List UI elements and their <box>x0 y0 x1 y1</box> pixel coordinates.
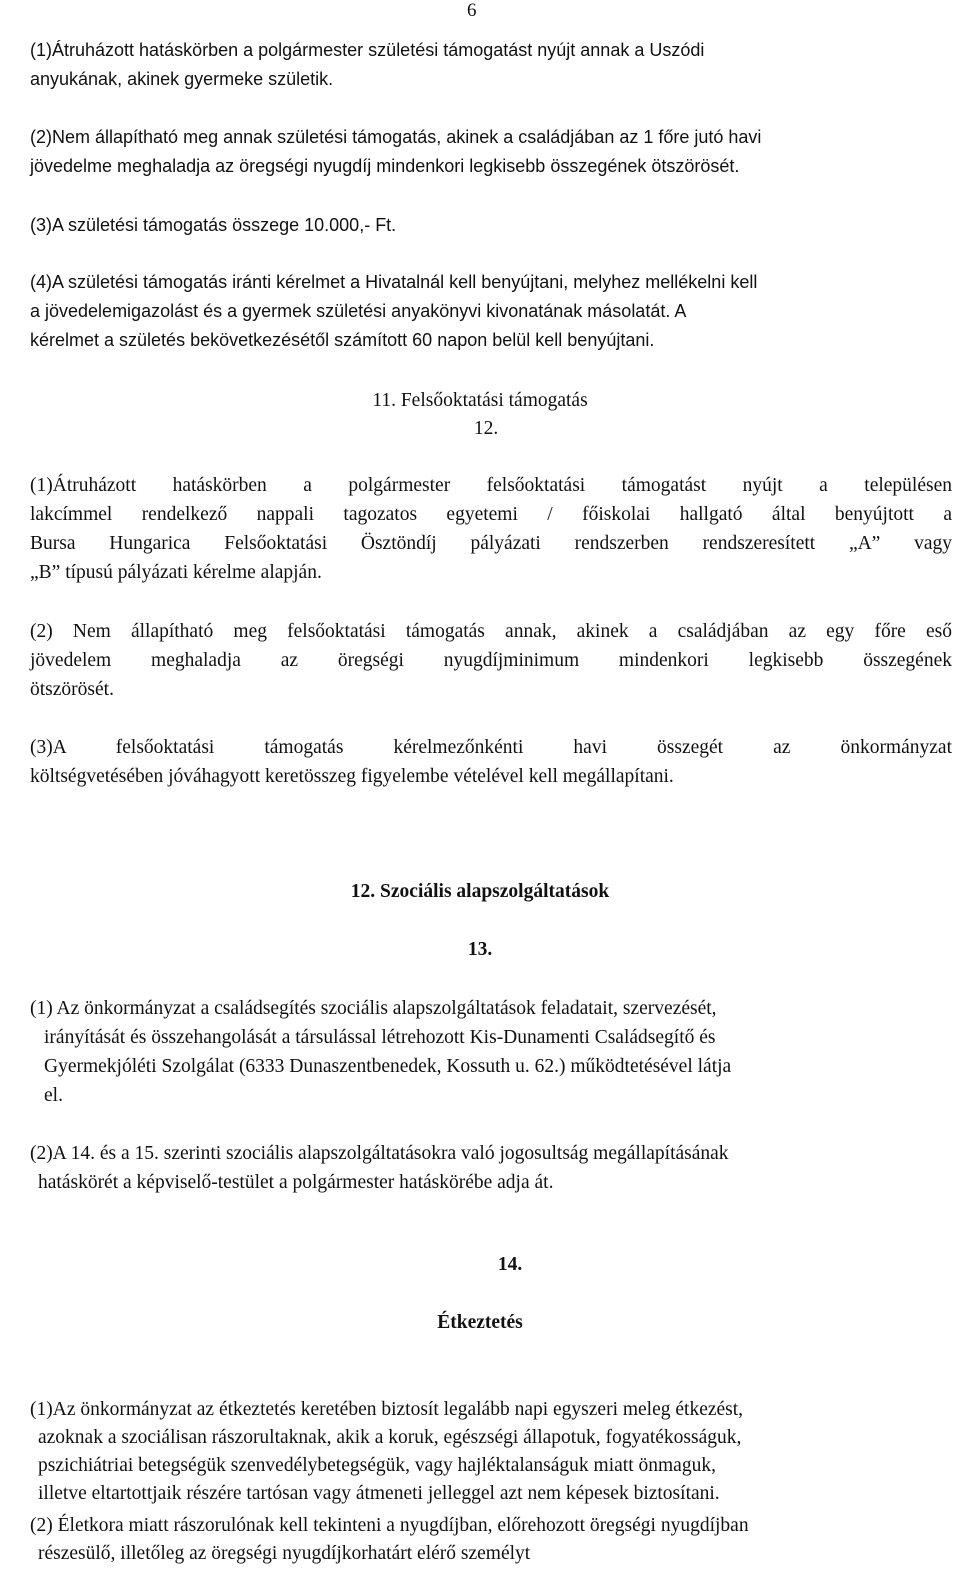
paragraph-catering-1 <box>30 1396 952 1508</box>
paragraph-birth-support-2 <box>30 123 952 181</box>
text-line: jövedelem meghaladja az öregségi nyugdíjminimum mindenkori legkisebb összegének <box>30 650 952 671</box>
text-line: (1)Az önkormányzat az étkeztetés keretében biztosít legalább napi egyszeri meleg étkezést, <box>30 1399 744 1420</box>
paragraph-higher-ed-3 <box>30 733 952 791</box>
text-line: irányítását és összehangolását a társulással létrehozott Kis-Dunamenti Családsegítő és <box>44 1027 716 1048</box>
paragraph-social-services-2 <box>30 1139 952 1197</box>
text-line: (2)A 14. és a 15. szerinti szociális alapszolgáltatásokra való jogosultság megállapításának <box>30 1143 729 1164</box>
text-line: el. <box>44 1085 63 1106</box>
text-line: Gyermekjóléti Szolgálat (6333 Dunaszentbenedek, Kossuth u. 62.) működtetésével látja <box>44 1056 732 1077</box>
text-line: anyukának, akinek gyermeke születik. <box>30 69 334 89</box>
section-title-catering: Étkeztetés <box>437 1312 523 1333</box>
text-line: (1)Átruházott hatáskörben a polgármester születési támogatást nyújt annak a Uszódi <box>30 40 705 60</box>
text-line: költségvetésében jóváhagyott keretösszeg figyelembe vételével kell megállapítani. <box>30 766 674 787</box>
text-line: pszichiátriai betegségük szenvedélybetegségük, vagy hajléktalanságuk miatt önmaguk, <box>38 1455 716 1476</box>
text-line: Bursa Hungarica Felsőoktatási Ösztöndíj pályázati rendszerben rendszeresített „A” vagy <box>30 533 952 554</box>
text-line: (1) Az önkormányzat a családsegítés szociális alapszolgáltatások feladatait, szervezését, <box>30 998 717 1019</box>
text-line: lakcímmel rendelkező nappali tagozatos egyetemi / főiskolai hallgató által benyújtott a <box>30 504 952 525</box>
text-line: (2)Nem állapítható meg annak születési támogatás, akinek a családjában az 1 főre jutó havi <box>30 127 762 147</box>
text-line: (3)A születési támogatás összege 10.000,- Ft. <box>30 215 397 235</box>
text-line: azoknak a szociálisan rászorultaknak, akik a koruk, egészségi állapotuk, fogyatékosságuk, <box>38 1427 742 1448</box>
paragraph-social-services-1 <box>30 994 952 1110</box>
text-line: hatáskörét a képviselő-testület a polgármester hatáskörébe adja át. <box>38 1172 554 1193</box>
paragraph-birth-support-1 <box>30 36 952 94</box>
text-line: (3)A felsőoktatási támogatás kérelmezőnkénti havi összegét az önkormányzat <box>30 737 952 758</box>
text-line: (2) Életkora miatt rászorulónak kell tekinteni a nyugdíjban, előrehozott öregségi nyugdíjban <box>30 1515 749 1536</box>
section-number-12 <box>0 416 960 442</box>
text-line: a jövedelemigazolást és a gyermek születési anyakönyvi kivonatának másolatát. A <box>30 301 687 321</box>
text-line: ötszörösét. <box>30 679 114 700</box>
text-line: kérelmet a születés bekövetkezésétől számított 60 napon belül kell benyújtani. <box>30 330 655 350</box>
text-line: részesülő, illetőleg az öregségi nyugdíjkorhatárt elérő személyt <box>38 1543 531 1564</box>
section-number-14 <box>0 1252 960 1278</box>
paragraph-birth-support-4 <box>30 268 952 355</box>
page-number: 6 <box>467 0 477 21</box>
paragraph-catering-2 <box>30 1512 952 1568</box>
paragraph-higher-ed-1 <box>30 471 952 587</box>
text-line: jövedelme meghaladja az öregségi nyugdíj mindenkori legkisebb összegének ötszörösét. <box>30 156 740 176</box>
text-line: illetve eltartottjaik részére tartósan vagy átmeneti jelleggel azt nem képesek biztosítani. <box>38 1483 720 1504</box>
section-number-13 <box>0 937 960 963</box>
text-line: „B” típusú pályázati kérelme alapján. <box>30 562 322 583</box>
paragraph-higher-ed-2 <box>30 617 952 704</box>
section-heading-higher-education: 11. Felsőoktatási támogatás <box>372 390 588 411</box>
section-heading-social-services: 12. Szociális alapszolgáltatások <box>350 881 610 902</box>
text-line: (4)A születési támogatás iránti kérelmet a Hivatalnál kell benyújtani, melyhez mellékelni kell <box>30 272 758 292</box>
section-number: 13. <box>467 939 493 960</box>
paragraph-birth-support-3 <box>30 211 952 240</box>
text-line: (1)Átruházott hatáskörben a polgármester felsőoktatási támogatást nyújt a településen <box>30 475 952 496</box>
section-number: 12. <box>473 418 499 439</box>
section-number: 14. <box>497 1254 523 1275</box>
text-line: (2) Nem állapítható meg felsőoktatási támogatás annak, akinek a családjában az egy főre eső <box>30 621 952 642</box>
